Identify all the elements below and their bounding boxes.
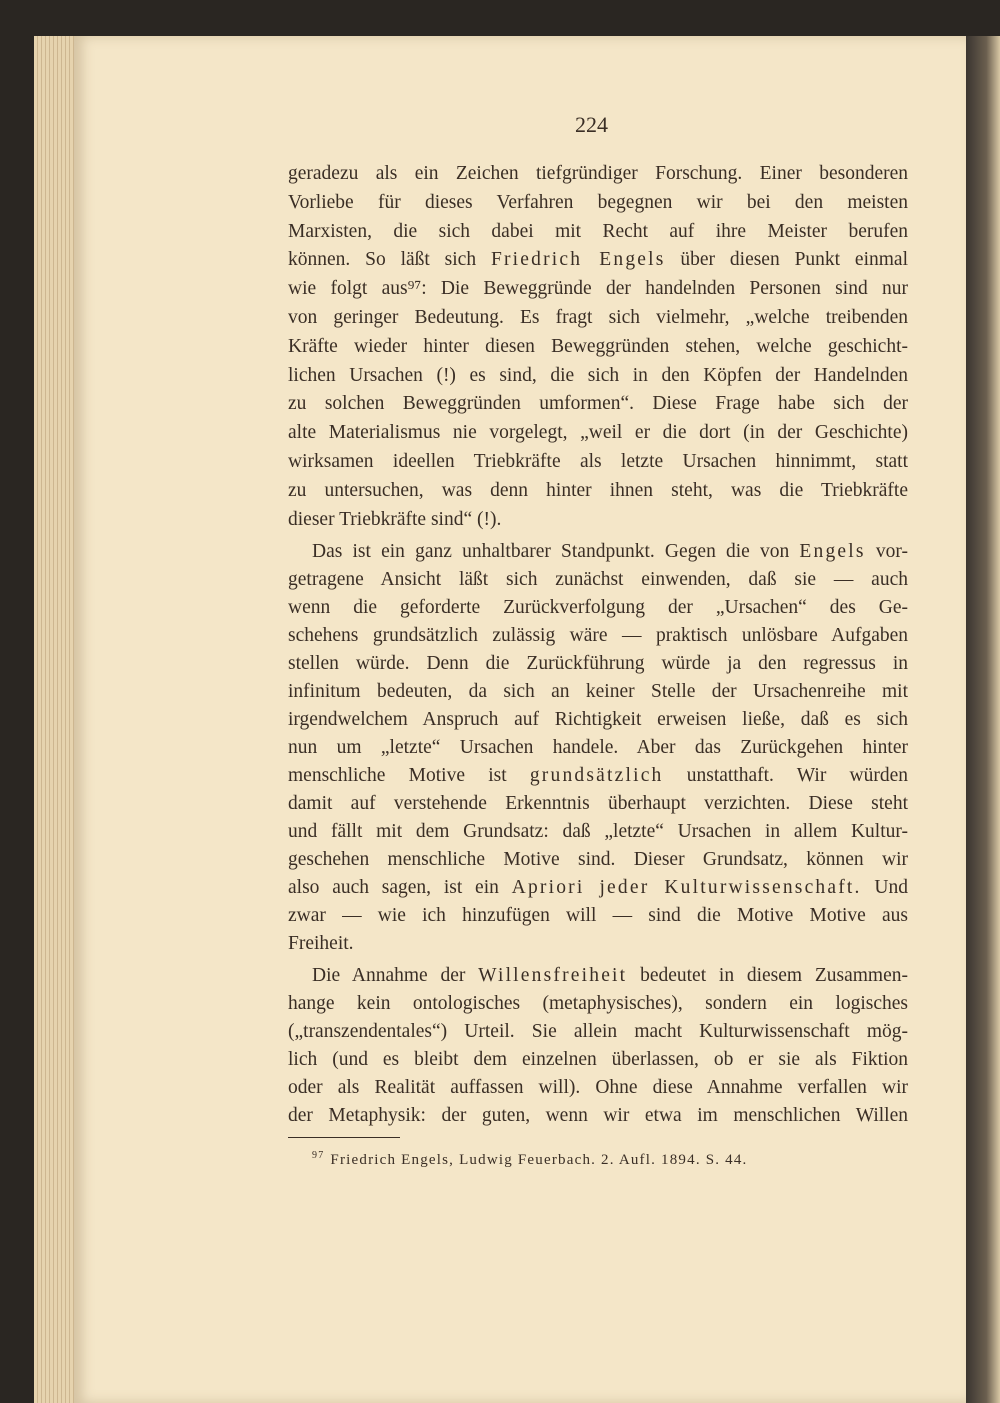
- text-line: Freiheit.: [288, 933, 354, 954]
- text-line: der Metaphysik: der guten, wenn wir etwa im menschlichen Willen: [288, 1105, 908, 1126]
- text-line: wirksamen ideellen Triebkräfte als letzte Ursachen hinnimmt, statt: [288, 451, 908, 472]
- text-line: dieser Triebkräfte sind“ (!).: [288, 508, 502, 530]
- text-line: stellen würde. Denn die Zurückführung würde ja den regressus in: [288, 653, 908, 674]
- text-line: Marxisten, die sich dabei mit Recht auf ihre Meister berufen: [288, 220, 908, 242]
- emphasized-text: Friedrich Engels: [490, 249, 666, 271]
- emphasized-text: grundsätzlich: [529, 765, 664, 786]
- text-line: damit auf verstehende Erkenntnis überhaupt verzichten. Diese steht: [288, 793, 908, 814]
- footnote-text: Friedrich Engels, Ludwig Feuerbach. 2. Aufl. 1894. S. 44.: [330, 1152, 748, 1168]
- text-line: können. So läßt sich Friedrich Engels über diesen Punkt einmal: [288, 249, 908, 271]
- text-line: zwar — wie ich hinzufügen will — sind die Motive Motive aus: [288, 905, 908, 926]
- text-line: zu solchen Beweggründen umformen“. Diese Frage habe sich der: [288, 393, 908, 415]
- text-line: geradezu als ein Zeichen tiefgründiger Forschung. Einer besonderen: [288, 163, 908, 184]
- emphasized-text: Apriori jeder Kulturwissenschaft.: [511, 877, 862, 898]
- text-line: geschehen menschliche Motive sind. Dieser Grundsatz, können wir: [288, 849, 908, 870]
- text-line: wie folgt aus⁹⁷: Die Beweggründe der handelnden Personen sind nur: [288, 278, 908, 300]
- facing-page-edge: [966, 36, 1000, 1403]
- text-line: getragene Ansicht läßt sich zunächst einwenden, daß sie — auch: [288, 569, 908, 590]
- text-line: und fällt mit dem Grundsatz: daß „letzte“ Ursachen in allem Kultur-: [288, 821, 908, 842]
- text-line: irgendwelchem Anspruch auf Richtigkeit erweisen ließe, daß es sich: [288, 709, 908, 730]
- text-line: von geringer Bedeutung. Es fragt sich vielmehr, „welche treibenden: [288, 307, 908, 328]
- text-line: zu untersuchen, was denn hinter ihnen steht, was die Triebkräfte: [288, 479, 908, 501]
- text-line: Das ist ein ganz unhaltbarer Standpunkt. Gegen die von Engels vor-: [312, 541, 908, 562]
- emphasized-text: Engels: [799, 541, 866, 562]
- emphasized-text: Willensfreiheit: [478, 965, 628, 986]
- footnote-rule: [288, 1137, 400, 1138]
- text-line: infinitum bedeuten, da sich an keiner Stelle der Ursachenreihe mit: [288, 681, 908, 702]
- text-line: lichen Ursachen (!) es sind, die sich in den Köpfen der Handelnden: [288, 364, 908, 386]
- text-line: Die Annahme der Willensfreiheit bedeutet in diesem Zusammen-: [312, 965, 908, 986]
- footnote-marker: 97: [312, 1150, 325, 1161]
- text-line: lich (und es bleibt dem einzelnen überlassen, ob er sie als Fiktion: [288, 1049, 908, 1070]
- text-line: schehens grundsätzlich zulässig wäre — praktisch unlösbare Aufgaben: [288, 625, 908, 646]
- footnote: [312, 1150, 748, 1169]
- page-number: 224: [575, 112, 608, 137]
- text-line: alte Materialismus nie vorgelegt, „weil er die dort (in der Geschichte): [288, 422, 908, 444]
- text-line: hange kein ontologisches (metaphysisches), sondern ein logisches: [288, 993, 908, 1014]
- text-line: („transzendentales“) Urteil. Sie allein macht Kulturwissenschaft mög-: [288, 1021, 908, 1042]
- text-line: wenn die geforderte Zurückverfolgung der „Ursachen“ des Ge-: [288, 597, 908, 618]
- text-line: menschliche Motive ist grundsätzlich unstatthaft. Wir würden: [288, 765, 909, 786]
- text-line: Kräfte wieder hinter diesen Beweggründen stehen, welche geschicht-: [288, 335, 908, 357]
- text-line: oder als Realität auffassen will). Ohne diese Annahme verfallen wir: [288, 1077, 908, 1098]
- text-line: also auch sagen, ist ein Apriori jeder Kulturwissenschaft. Und: [288, 877, 908, 898]
- text-line: Vorliebe für dieses Verfahren begegnen wir bei den meisten: [288, 191, 908, 213]
- page-stack-edge: [34, 36, 76, 1403]
- text-line: nun um „letzte“ Ursachen handele. Aber das Zurückgehen hinter: [288, 737, 908, 758]
